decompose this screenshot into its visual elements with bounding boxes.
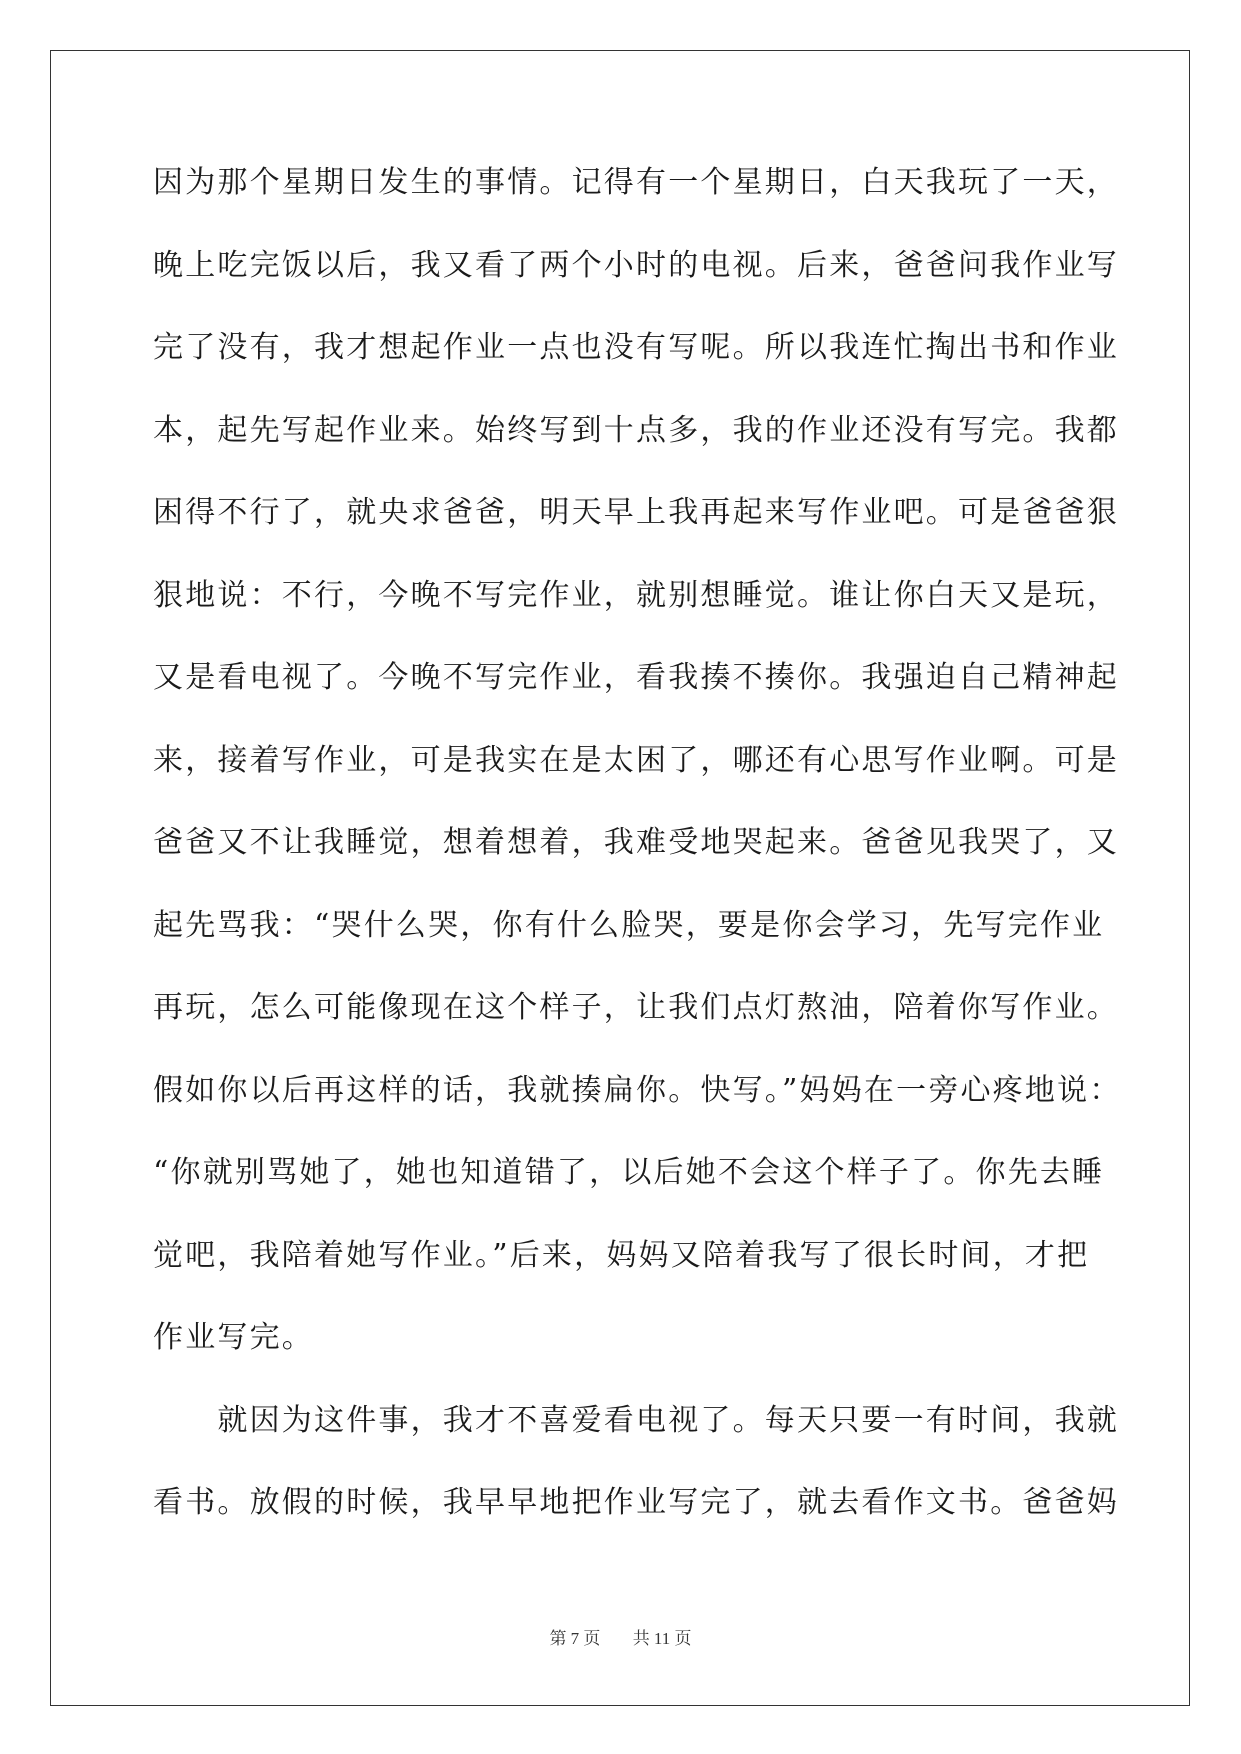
text-line: 爸爸又不让我睡觉，想着想着，我难受地哭起来。爸爸见我哭了，又 [153, 825, 1119, 860]
text-line: 因为那个星期日发生的事情。记得有一个星期日，白天我玩了一天， [153, 165, 1119, 200]
text-line: 就因为这件事，我才不喜爱看电视了。每天只要一有时间，我就 [153, 1402, 1119, 1438]
text-line: “你就别骂她了，她也知道错了，以后她不会这个样子了。你先去睡 [153, 1155, 1105, 1190]
text-line: 晚上吃完饭以后，我又看了两个小时的电视。后来，爸爸问我作业写 [153, 247, 1119, 283]
text-line: 再玩，怎么可能像现在这个样子，让我们点灯熬油，陪着你写作业。 [153, 990, 1119, 1025]
document-body [153, 158, 1122, 1561]
text-line: 本，起先写起作业来。始终写到十点多，我的作业还没有写完。我都 [153, 412, 1119, 448]
text-line: 完了没有，我才想起作业一点也没有写呢。所以我连忙掏出书和作业 [153, 330, 1119, 365]
text-line: 困得不行了，就央求爸爸，明天早上我再起来写作业吧。可是爸爸狠 [153, 495, 1119, 530]
text-line: 狠地说：不行，今晚不写完作业，就别想睡觉。谁让你白天又是玩， [153, 577, 1119, 613]
text-line: 又是看电视了。今晚不写完作业，看我揍不揍你。我强迫自己精神起 [153, 660, 1119, 695]
text-line: 作业写完。 [153, 1320, 314, 1355]
page-number-total: 共 11 页 [632, 1629, 692, 1648]
text-line: 来，接着写作业，可是我实在是太困了，哪还有心思写作业啊。可是 [153, 742, 1119, 778]
text-line: 起先骂我：“哭什么哭，你有什么脸哭，要是你会学习，先写完作业 [153, 907, 1105, 943]
page-number-current: 第 7 页 [549, 1629, 601, 1648]
page-footer [0, 1624, 1241, 1649]
text-line: 假如你以后再这样的话，我就揍扁你。快写。”妈妈在一旁心疼地说： [153, 1072, 1122, 1108]
text-line: 觉吧，我陪着她写作业。”后来，妈妈又陪着我写了很长时间，才把 [153, 1237, 1090, 1273]
text-line: 看书。放假的时候，我早早地把作业写完了，就去看作文书。爸爸妈 [153, 1485, 1119, 1520]
